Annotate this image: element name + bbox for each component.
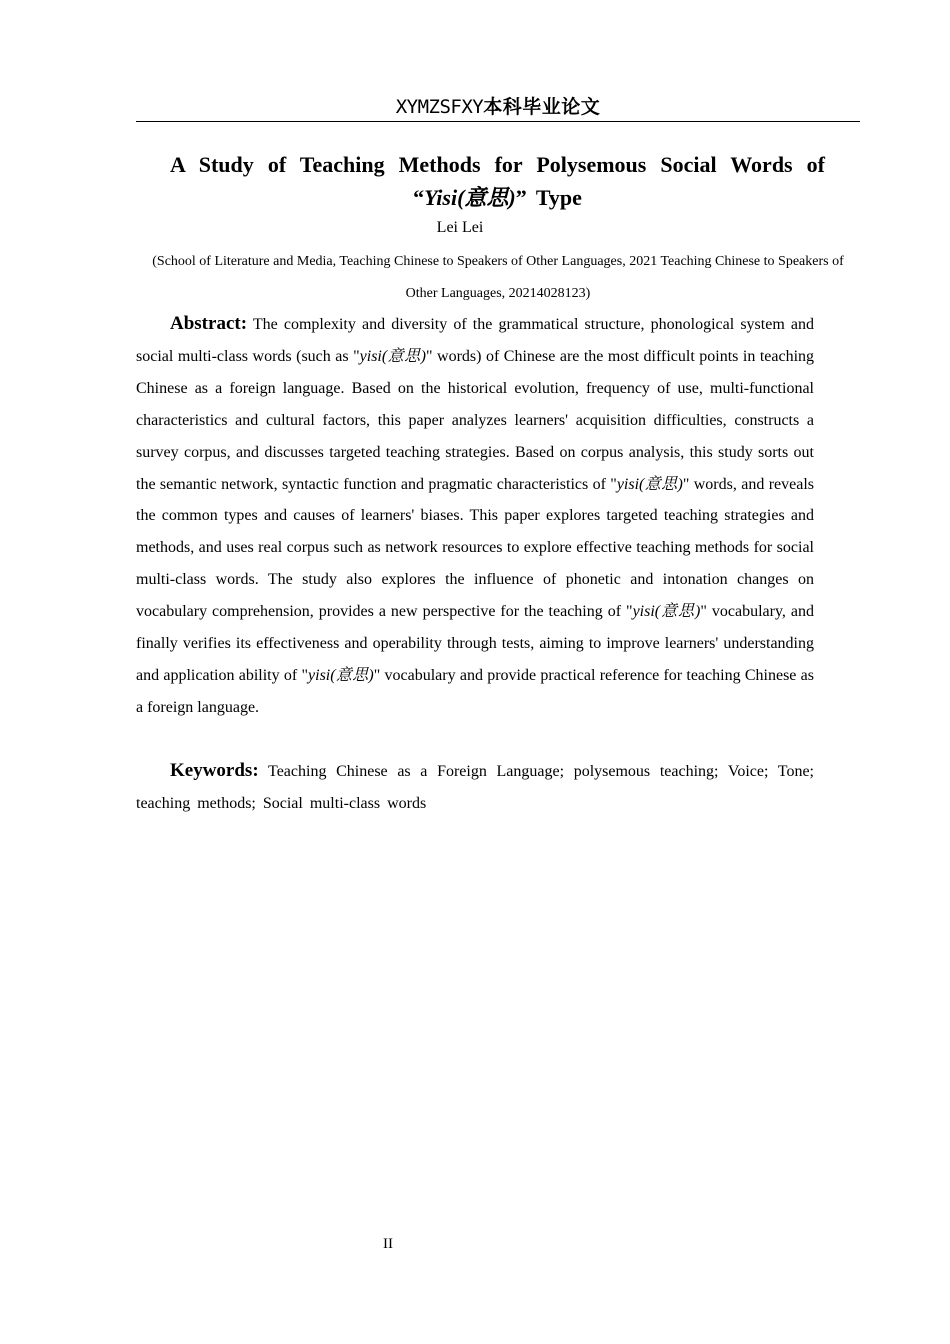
- author-affiliation: (School of Literature and Media, Teaching Chinese to Speakers of Other Languages, 2021 Teaching Chinese to Speakers of Other Languages, 20214028123): [152, 254, 844, 301]
- abstract-term-3: yisi(意思): [632, 603, 701, 621]
- abstract-text-5: " vocabulary and provide practical reference for teaching Chinese as a foreign language.: [136, 666, 814, 716]
- abstract-text-4: " vocabulary, and finally verifies its effectiveness and operability through tests, aiming to improve learners' understanding and application ability of ": [136, 603, 814, 684]
- page-header: [136, 92, 860, 122]
- abstract-text-1: The complexity and diversity of the grammatical structure, phonological system and social multi-class words (such as ": [136, 316, 814, 365]
- abstract-label: Abstract:: [170, 313, 248, 334]
- keywords-paragraph: [136, 755, 814, 820]
- abstract-term-1: yisi(意思): [359, 347, 427, 365]
- keywords-label: Keywords:: [170, 760, 259, 781]
- title-line-1: A Study of Teaching Methods for Polysemous Social Words of: [170, 152, 825, 177]
- header-document-type: 本科毕业论文: [483, 96, 601, 118]
- paper-title: [170, 148, 825, 214]
- author-name: Lei Lei: [436, 219, 484, 236]
- page-number: II: [383, 1236, 393, 1252]
- title-term: Yisi(意思): [424, 185, 516, 210]
- title-suffix: Type: [526, 185, 582, 210]
- abstract-term-2: yisi(意思): [616, 475, 683, 493]
- abstract-term-4: yisi(意思): [308, 666, 374, 684]
- abstract-text-2: " words) of Chinese are the most difficult points in teaching Chinese as a foreign language. Based on the historical evolution, frequency of use, multi-functional characteristics and cultural factors, this paper analyzes learners' acquisition difficulties, constructs a survey corpus, and discusses targeted teaching strategies. Based on corpus analysis, this study sorts out the semantic network, syntactic function and pragmatic characteristics of ": [136, 347, 815, 493]
- title-close-quote: ”: [515, 185, 527, 210]
- abstract-paragraph: [136, 308, 814, 724]
- title-open-quote: “: [413, 185, 425, 210]
- keywords-text: Teaching Chinese as a Foreign Language; polysemous teaching; Voice; Tone; teaching methods; Social multi-class words: [136, 763, 814, 812]
- abstract-text-3: " words, and reveals the common types and causes of learners' biases. This paper explores targeted teaching strategies and methods, and uses real corpus such as network resources to explore effective teaching methods for social multi-class words. The study also explores the influence of phonetic and intonation changes on vocabulary comprehension, provides a new perspective for the teaching of ": [136, 475, 814, 621]
- header-institution-code: XYMZSFXY: [395, 96, 484, 118]
